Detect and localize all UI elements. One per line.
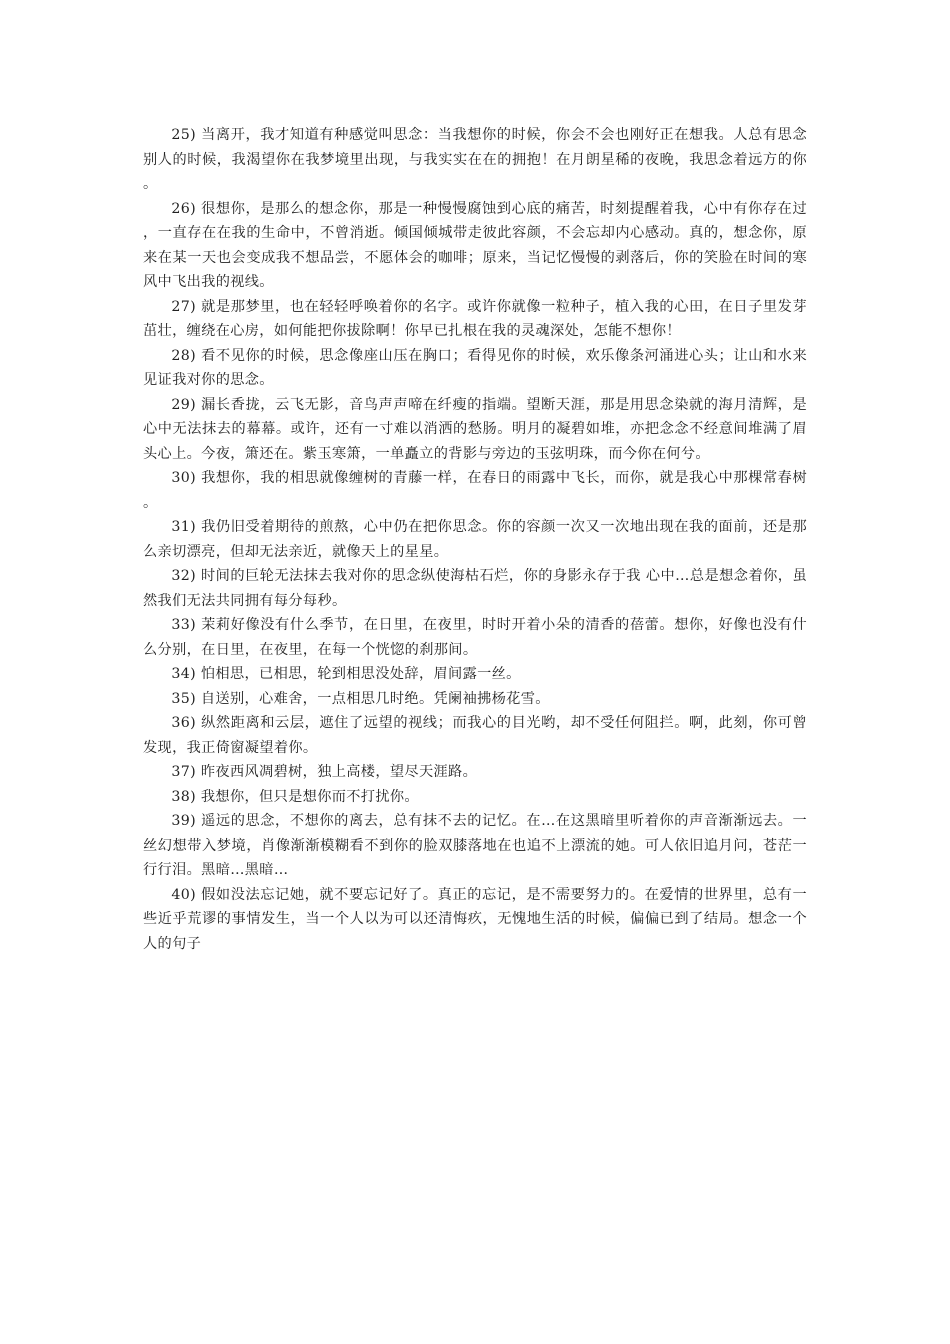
paragraph-30: 30) 我想你，我的相思就像缠树的青藤一样，在春日的雨露中飞长，而你，就是我心中那棵常春树。: [143, 470, 807, 511]
paragraph-33: 33) 茉莉好像没有什么季节，在日里，在夜里，时时开着小朵的清香的蓓蕾。想你，好像也没有什么分别，在日里，在夜里，在每一个恍惚的刹那间。: [143, 617, 807, 658]
paragraph-29: 29) 漏长香拢，云飞无影，音鸟声声啼在纤瘦的指端。望断天涯，那是用思念染就的海月清辉，是心中无法抹去的幕幕。或许，还有一寸难以消洒的愁肠。明月的凝碧如堆，亦把念念不经意间堆满了眉头心上。今夜，箫还在。紫玉寒箫，一单矗立的背影与旁边的玉弦明珠，而今你在何兮。: [143, 396, 807, 462]
paragraph-35: 35) 自送别，心难舍，一点相思几时绝。凭阑袖拂杨花雪。: [171, 690, 550, 707]
paragraph-39: 39) 遥远的思念，不想你的离去，总有抹不去的记忆。在…在这黑暗里听着你的声音渐渐远去。一丝幻想带入梦境，肖像渐渐模糊看不到你的脸双膝落地在也追不上漂流的她。可人依旧追月问，苍茫一行行泪。黑暗…黑暗…: [143, 813, 807, 878]
paragraph-40: 40) 假如没法忘记她，就不要忘记好了。真正的忘记，是不需要努力的。在爱情的世界里，总有一些近乎荒谬的事情发生，当一个人以为可以还清悔疚，无愧地生活的时候，偏偏已到了结局。想念一个人的句子: [143, 886, 807, 952]
paragraph-31: 31) 我仍旧受着期待的煎熬，心中仍在把你思念。你的容颜一次又一次地出现在我的面前，还是那么亲切漂亮，但却无法亲近，就像天上的星星。: [143, 519, 807, 560]
paragraph-27: 27) 就是那梦里，也在轻轻呼唤着你的名字。或许你就像一粒种子，植入我的心田，在日子里发芽茁壮，缠绕在心房，如何能把你拔除啊！你早已扎根在我的灵魂深处，怎能不想你！: [143, 298, 807, 339]
paragraph-26: 26) 很想你，是那么的想念你，那是一种慢慢腐蚀到心底的痛苦，时刻提醒着我，心中有你存在过，一直存在在我的生命中，不曾消逝。倾国倾城带走彼此容颜，不会忘却内心感动。真的，想念你，原来在某一天也会变成我不想品尝，不愿体会的咖啡；原来，当记忆慢慢的剥落后，你的笑脸在时间的寒风中飞出我的视线。: [143, 200, 807, 290]
paragraph-38: 38) 我想你，但只是想你而不打扰你。: [171, 788, 419, 805]
paragraph-34: 34) 怕相思，已相思，轮到相思没处辞，眉间露一丝。: [171, 666, 521, 682]
paragraph-28: 28) 看不见你的时候，思念像座山压在胸口；看得见你的时候，欢乐像条河涌进心头；让山和水来见证我对你的思念。: [143, 347, 807, 388]
paragraph-36: 36) 纵然距离和云层，遮住了远望的视线；而我心的目光哟，却不受任何阻拦。啊，此刻，你可曾发现，我正倚窗凝望着你。: [143, 715, 807, 756]
paragraph-32: 32) 时间的巨轮无法抹去我对你的思念纵使海枯石烂，你的身影永存于我 心中…总是想念着你，虽然我们无法共同拥有每分每秒。: [143, 568, 807, 609]
document-body: [143, 123, 807, 956]
paragraph-25: 25) 当离开，我才知道有种感觉叫思念：当我想你的时候，你会不会也刚好正在想我。人总有思念别人的时候，我渴望你在我梦境里出现，与我实实在在的拥抱！在月朗星稀的夜晚，我思念着远方的你。: [143, 127, 807, 192]
paragraph-37: 37) 昨夜西风凋碧树，独上高楼，望尽天涯路。: [171, 764, 478, 780]
